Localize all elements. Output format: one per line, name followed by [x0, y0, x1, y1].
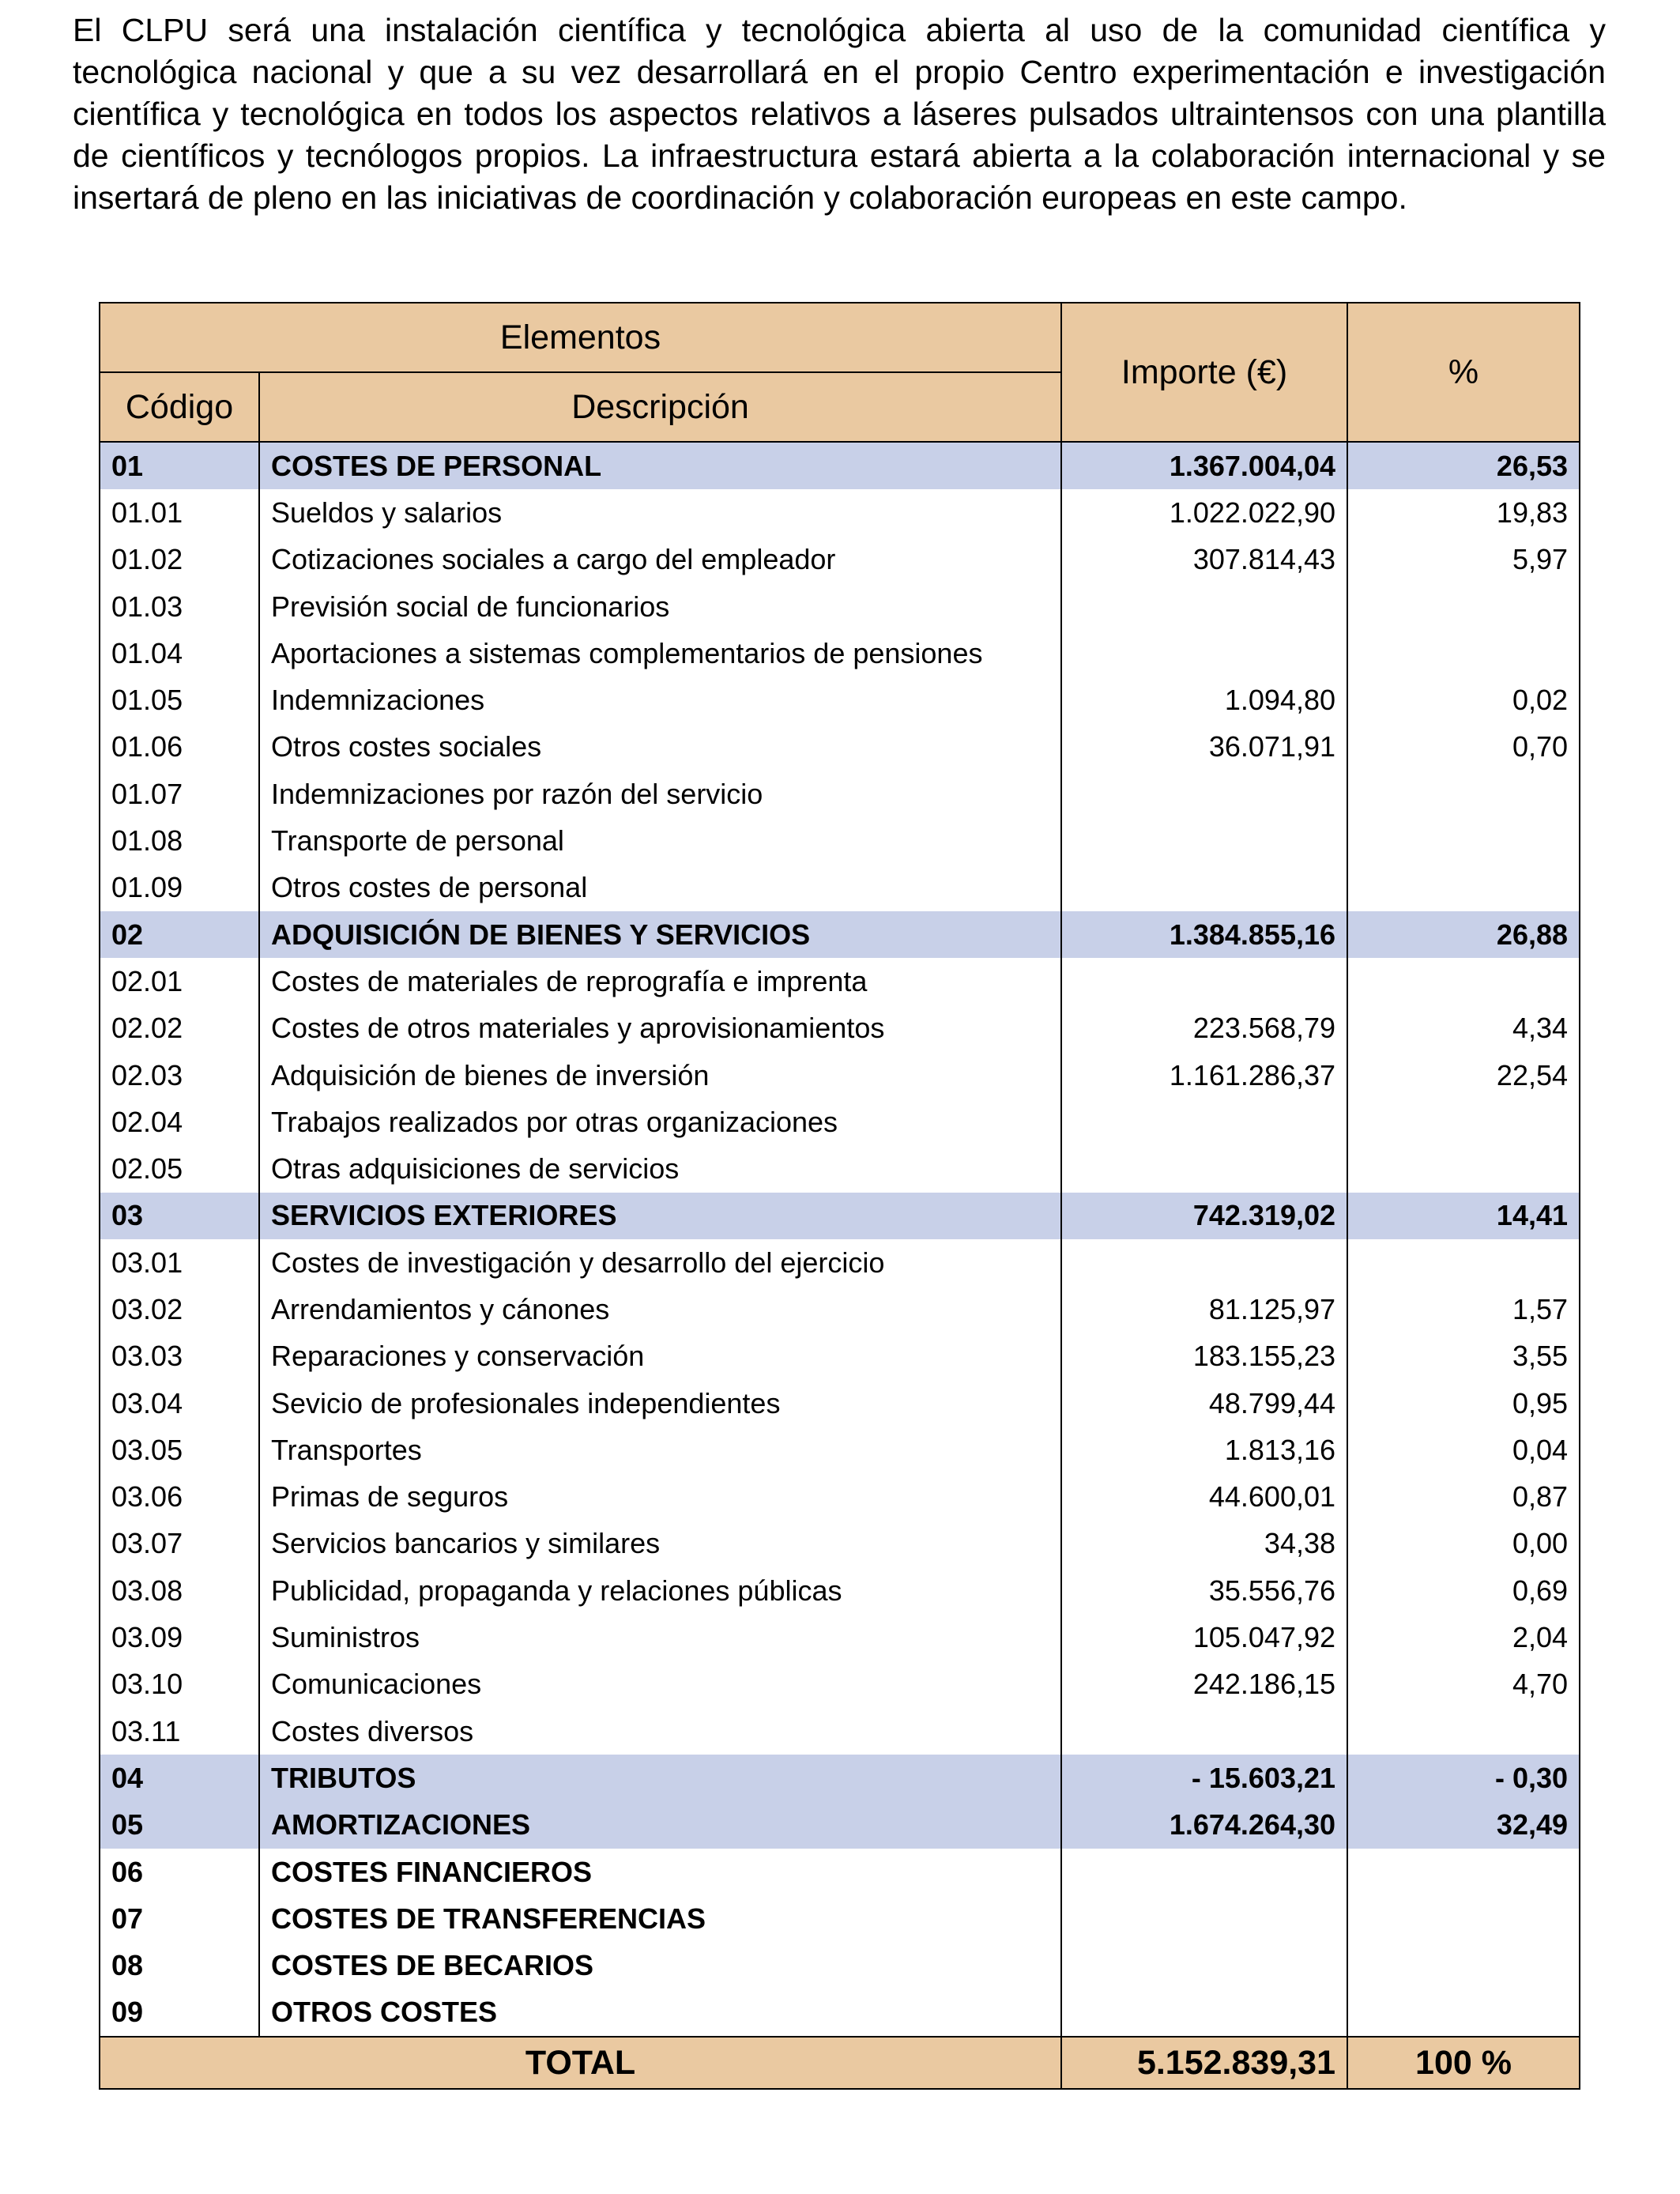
cell-amount: 81.125,97	[1061, 1286, 1347, 1333]
header-codigo: Código	[100, 372, 259, 442]
cell-code: 02.01	[100, 958, 259, 1005]
cell-code: 01.09	[100, 865, 259, 911]
table-row	[100, 1708, 1580, 1755]
cell-amount: 44.600,01	[1061, 1474, 1347, 1521]
cell-description: OTROS COSTES	[259, 1989, 1061, 2037]
cell-code: 09	[100, 1989, 259, 2037]
table-group-row	[100, 1802, 1580, 1849]
cell-code: 03.04	[100, 1380, 259, 1427]
table-row	[100, 1052, 1580, 1099]
table-group-row	[100, 1989, 1580, 2037]
cell-amount	[1061, 865, 1347, 911]
cell-percent: 0,04	[1347, 1427, 1580, 1473]
cell-code: 01.04	[100, 630, 259, 677]
cell-percent: 3,55	[1347, 1333, 1580, 1380]
total-percent: 100 %	[1347, 2037, 1580, 2089]
header-elementos: Elementos	[100, 303, 1061, 372]
table-row	[100, 1099, 1580, 1145]
table-row	[100, 583, 1580, 630]
cell-description: Cotizaciones sociales a cargo del empleador	[259, 537, 1061, 583]
cell-description: Transportes	[259, 1427, 1061, 1473]
cell-amount	[1061, 958, 1347, 1005]
table-group-row	[100, 1943, 1580, 1989]
cell-percent: 14,41	[1347, 1193, 1580, 1239]
cell-percent	[1347, 1895, 1580, 1942]
cell-description: Suministros	[259, 1614, 1061, 1661]
table-group-row	[100, 1193, 1580, 1239]
header-descripcion: Descripción	[259, 372, 1061, 442]
cell-code: 02.02	[100, 1005, 259, 1052]
cell-description: Comunicaciones	[259, 1661, 1061, 1708]
cell-percent: 0,70	[1347, 724, 1580, 771]
table-group-row	[100, 442, 1580, 489]
cell-amount: 307.814,43	[1061, 537, 1347, 583]
cell-description: Indemnizaciones	[259, 677, 1061, 723]
cell-amount: 1.094,80	[1061, 677, 1347, 723]
cell-percent: 1,57	[1347, 1286, 1580, 1333]
cell-description: SERVICIOS EXTERIORES	[259, 1193, 1061, 1239]
cell-description: ADQUISICIÓN DE BIENES Y SERVICIOS	[259, 911, 1061, 958]
cell-amount	[1061, 1708, 1347, 1755]
cell-code: 03.01	[100, 1239, 259, 1286]
cell-description: Transporte de personal	[259, 817, 1061, 864]
cell-amount	[1061, 1239, 1347, 1286]
cell-amount: 105.047,92	[1061, 1614, 1347, 1661]
cell-description: Otras adquisiciones de servicios	[259, 1145, 1061, 1192]
table-row	[100, 1145, 1580, 1192]
cell-percent	[1347, 1145, 1580, 1192]
table-row	[100, 865, 1580, 911]
cell-percent	[1347, 817, 1580, 864]
cell-amount: 48.799,44	[1061, 1380, 1347, 1427]
cell-percent: 0,69	[1347, 1567, 1580, 1614]
table-row	[100, 1474, 1580, 1521]
cell-description: COSTES DE TRANSFERENCIAS	[259, 1895, 1061, 1942]
header-porcentaje: %	[1347, 303, 1580, 442]
cell-amount: 242.186,15	[1061, 1661, 1347, 1708]
cell-code: 01.03	[100, 583, 259, 630]
table-row	[100, 537, 1580, 583]
table-row	[100, 771, 1580, 817]
header-importe: Importe (€)	[1061, 303, 1347, 442]
cell-amount	[1061, 1099, 1347, 1145]
cell-amount	[1061, 1145, 1347, 1192]
cell-description: Costes de otros materiales y aprovisionamientos	[259, 1005, 1061, 1052]
cell-code: 01.05	[100, 677, 259, 723]
cell-percent: 2,04	[1347, 1614, 1580, 1661]
cell-description: AMORTIZACIONES	[259, 1802, 1061, 1849]
cell-code: 03.08	[100, 1567, 259, 1614]
cell-description: Sevicio de profesionales independientes	[259, 1380, 1061, 1427]
cell-description: COSTES DE PERSONAL	[259, 442, 1061, 489]
intro-paragraph: El CLPU será una instalación científica y tecnológica abierta al uso de la comunidad científica y tecnológica nacional y que a su vez desarrollará en el propio Centro experimentación e investigación científica y tecnológica en todos los aspectos relativos a láseres pulsados ultraintensos con una plantilla de científicos y tecnólogos propios. La infraestructura estará abierta a la colaboración internacional y se insertará de pleno en las iniciativas de coordinación y colaboración europeas en este campo.	[73, 12, 1606, 216]
cell-code: 01	[100, 442, 259, 489]
cell-amount: 1.367.004,04	[1061, 442, 1347, 489]
cell-amount: 1.813,16	[1061, 1427, 1347, 1473]
cell-amount	[1061, 1943, 1347, 1989]
table-row	[100, 1333, 1580, 1380]
cell-amount: 1.674.264,30	[1061, 1802, 1347, 1849]
cell-percent	[1347, 771, 1580, 817]
cell-percent: 0,02	[1347, 677, 1580, 723]
cell-code: 07	[100, 1895, 259, 1942]
cell-percent	[1347, 865, 1580, 911]
cell-percent: 32,49	[1347, 1802, 1580, 1849]
cell-description: Previsión social de funcionarios	[259, 583, 1061, 630]
cell-percent	[1347, 1708, 1580, 1755]
cell-description: Otros costes de personal	[259, 865, 1061, 911]
table-row	[100, 1239, 1580, 1286]
table-row	[100, 1380, 1580, 1427]
cell-code: 08	[100, 1943, 259, 1989]
cell-code: 03.06	[100, 1474, 259, 1521]
cell-code: 03.11	[100, 1708, 259, 1755]
table-group-row	[100, 1895, 1580, 1942]
cell-description: Otros costes sociales	[259, 724, 1061, 771]
cost-table	[99, 302, 1580, 2090]
cell-amount	[1061, 583, 1347, 630]
cell-code: 02	[100, 911, 259, 958]
cell-amount: 1.161.286,37	[1061, 1052, 1347, 1099]
cell-code: 02.03	[100, 1052, 259, 1099]
table-row	[100, 1661, 1580, 1708]
table-row	[100, 1427, 1580, 1473]
cell-description: TRIBUTOS	[259, 1755, 1061, 1801]
cell-description: Costes diversos	[259, 1708, 1061, 1755]
table-row	[100, 1567, 1580, 1614]
table-group-row	[100, 1755, 1580, 1801]
cell-amount: 742.319,02	[1061, 1193, 1347, 1239]
cell-description: COSTES FINANCIEROS	[259, 1849, 1061, 1895]
cell-description: Costes de investigación y desarrollo del ejercicio	[259, 1239, 1061, 1286]
cell-percent	[1347, 1099, 1580, 1145]
table-row	[100, 1614, 1580, 1661]
table-row	[100, 1521, 1580, 1567]
cell-code: 04	[100, 1755, 259, 1801]
cell-percent: 4,70	[1347, 1661, 1580, 1708]
cell-amount: 223.568,79	[1061, 1005, 1347, 1052]
total-amount: 5.152.839,31	[1061, 2037, 1347, 2089]
cell-amount: 1.384.855,16	[1061, 911, 1347, 958]
cell-percent: 22,54	[1347, 1052, 1580, 1099]
cell-description: Arrendamientos y cánones	[259, 1286, 1061, 1333]
cell-code: 03	[100, 1193, 259, 1239]
cell-percent	[1347, 630, 1580, 677]
cell-description: Publicidad, propaganda y relaciones públicas	[259, 1567, 1061, 1614]
table-row	[100, 1286, 1580, 1333]
cell-code: 03.05	[100, 1427, 259, 1473]
cell-percent	[1347, 1943, 1580, 1989]
cell-percent	[1347, 1239, 1580, 1286]
cell-code: 01.06	[100, 724, 259, 771]
cell-percent: 0,95	[1347, 1380, 1580, 1427]
cell-amount	[1061, 1895, 1347, 1942]
cell-amount	[1061, 1989, 1347, 2037]
table-row	[100, 958, 1580, 1005]
cell-code: 03.07	[100, 1521, 259, 1567]
cell-code: 01.01	[100, 489, 259, 536]
cell-code: 05	[100, 1802, 259, 1849]
table-row	[100, 630, 1580, 677]
cell-description: Aportaciones a sistemas complementarios de pensiones	[259, 630, 1061, 677]
cell-description: Primas de seguros	[259, 1474, 1061, 1521]
table-row	[100, 1005, 1580, 1052]
cell-description: Servicios bancarios y similares	[259, 1521, 1061, 1567]
cell-amount: 1.022.022,90	[1061, 489, 1347, 536]
cell-amount: 35.556,76	[1061, 1567, 1347, 1614]
cell-code: 03.09	[100, 1614, 259, 1661]
table-group-row	[100, 911, 1580, 958]
cell-description: Sueldos y salarios	[259, 489, 1061, 536]
cell-amount	[1061, 771, 1347, 817]
cell-code: 03.02	[100, 1286, 259, 1333]
cell-description: Indemnizaciones por razón del servicio	[259, 771, 1061, 817]
cell-description: COSTES DE BECARIOS	[259, 1943, 1061, 1989]
cell-amount: 36.071,91	[1061, 724, 1347, 771]
table-group-row	[100, 1849, 1580, 1895]
cell-description: Adquisición de bienes de inversión	[259, 1052, 1061, 1099]
cell-percent: 0,00	[1347, 1521, 1580, 1567]
cell-code: 03.10	[100, 1661, 259, 1708]
cell-amount	[1061, 630, 1347, 677]
total-row	[100, 2037, 1580, 2089]
cell-percent: 0,87	[1347, 1474, 1580, 1521]
cell-percent: 5,97	[1347, 537, 1580, 583]
table-row	[100, 817, 1580, 864]
table-row	[100, 489, 1580, 536]
cell-percent: 26,88	[1347, 911, 1580, 958]
cell-description: Trabajos realizados por otras organizaciones	[259, 1099, 1061, 1145]
cell-code: 01.08	[100, 817, 259, 864]
total-label: TOTAL	[100, 2037, 1061, 2089]
cell-code: 01.02	[100, 537, 259, 583]
cell-amount	[1061, 1849, 1347, 1895]
cell-amount: - 15.603,21	[1061, 1755, 1347, 1801]
cell-code: 01.07	[100, 771, 259, 817]
cell-percent	[1347, 1989, 1580, 2037]
cell-amount	[1061, 817, 1347, 864]
cell-percent: 19,83	[1347, 489, 1580, 536]
cost-table-body	[100, 442, 1580, 2037]
table-row	[100, 677, 1580, 723]
cell-code: 02.04	[100, 1099, 259, 1145]
cell-percent: 4,34	[1347, 1005, 1580, 1052]
cell-percent: - 0,30	[1347, 1755, 1580, 1801]
table-row	[100, 724, 1580, 771]
cell-percent	[1347, 583, 1580, 630]
cell-amount: 183.155,23	[1061, 1333, 1347, 1380]
cell-percent	[1347, 958, 1580, 1005]
cell-percent	[1347, 1849, 1580, 1895]
cell-description: Costes de materiales de reprografía e imprenta	[259, 958, 1061, 1005]
cell-code: 06	[100, 1849, 259, 1895]
cell-percent: 26,53	[1347, 442, 1580, 489]
cell-code: 02.05	[100, 1145, 259, 1192]
cell-description: Reparaciones y conservación	[259, 1333, 1061, 1380]
cell-code: 03.03	[100, 1333, 259, 1380]
cell-amount: 34,38	[1061, 1521, 1347, 1567]
